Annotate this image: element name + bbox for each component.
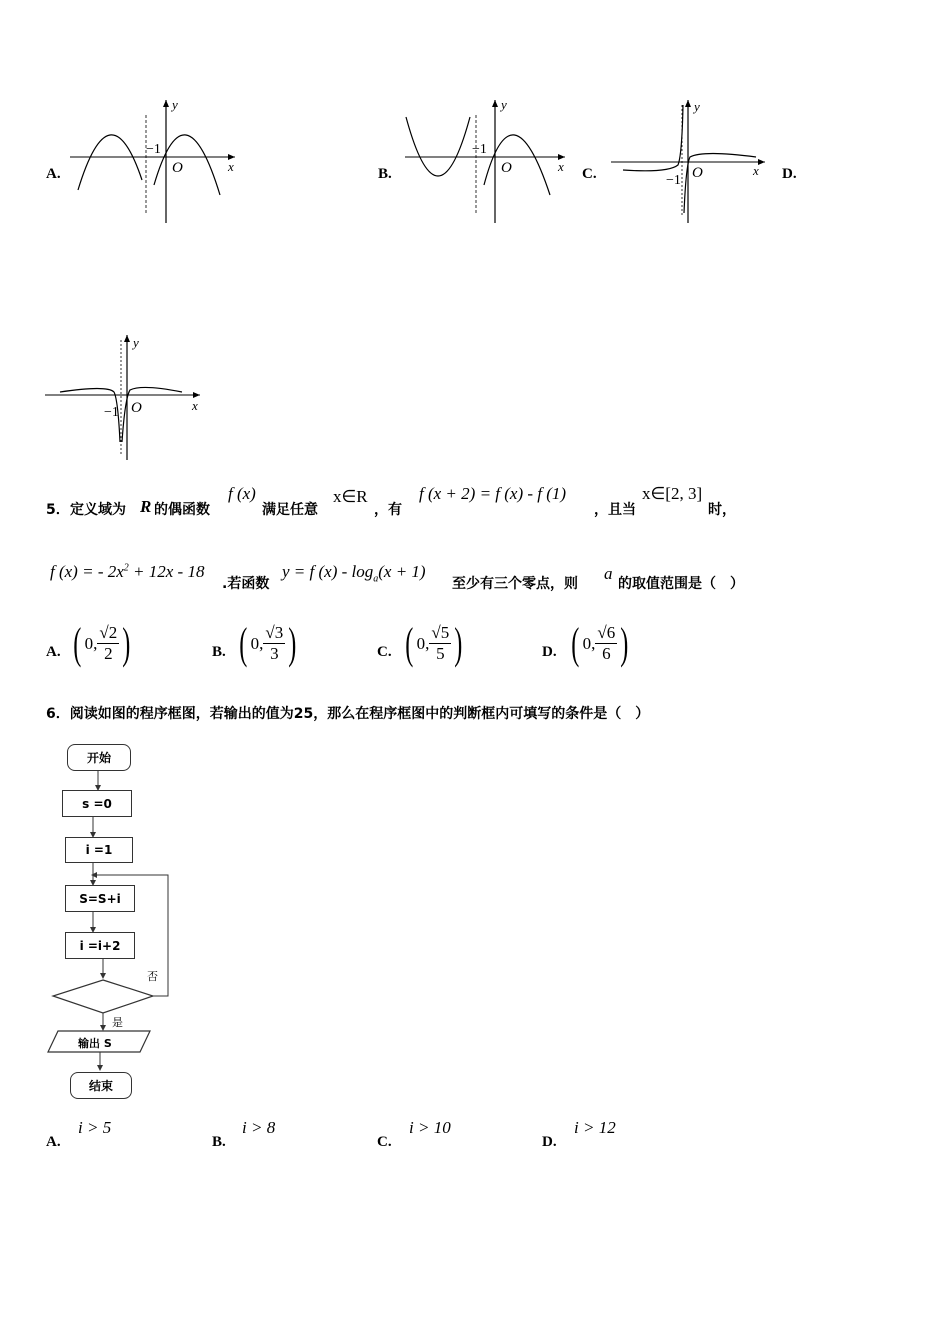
question-text: 时，	[708, 502, 736, 518]
y-label: y	[501, 97, 507, 112]
formula-fx: f (x)	[228, 484, 256, 503]
option-a-text: i > 5	[78, 1118, 112, 1137]
curve-left	[78, 135, 142, 190]
question-text: ，有	[374, 502, 402, 518]
flow-s-update: S=S+i	[65, 885, 135, 912]
formula-functional-equation: f (x + 2) = f (x) - f (1)	[419, 484, 567, 503]
origin-label: O	[692, 165, 703, 181]
option-a-label: A.	[46, 166, 61, 182]
question-text: 满足任意	[262, 502, 318, 518]
formula-interval: x∈[2, 3]	[642, 484, 703, 503]
flow-s-init: s =0	[62, 790, 132, 817]
option-d-interval: ( 0, $\frac{√6}{6}$ )	[571, 619, 629, 668]
question-5-options	[46, 618, 926, 680]
curve-left	[406, 117, 470, 176]
question-5-line-2	[50, 560, 930, 600]
flow-i-update: i =i+2	[65, 932, 135, 959]
x-label: x	[558, 159, 564, 174]
question-6-options	[46, 1118, 746, 1158]
option-label: D.	[542, 1134, 557, 1150]
tick-label: −1	[666, 173, 681, 188]
question-text: 的偶函数	[154, 502, 210, 518]
decision-diamond	[53, 980, 153, 1013]
curve-right	[484, 135, 550, 195]
option-c-interval: ( 0, $\frac{√5}{5}$ )	[405, 619, 463, 668]
graph-option-a	[70, 95, 240, 230]
option-c-label: C.	[582, 166, 597, 182]
option-label: B.	[212, 1134, 226, 1150]
x-label: x	[228, 159, 234, 174]
option-label: C.	[377, 1134, 392, 1150]
tick-label: −1	[104, 405, 119, 420]
origin-label: O	[131, 400, 142, 416]
question-text: 的取值范围是（ ）	[618, 576, 744, 592]
question-text: 至少有三个零点，则	[452, 576, 578, 592]
curve-left	[623, 105, 683, 171]
y-label: y	[694, 99, 700, 114]
option-c-text: i > 10	[409, 1118, 451, 1137]
tick-label: −1	[472, 142, 487, 157]
graph-option-b	[400, 95, 570, 230]
question-text: 定义域为	[70, 502, 126, 518]
graph-option-d	[42, 330, 212, 465]
option-b-text: i > 8	[242, 1118, 276, 1137]
formula-x-in-r: x∈R	[333, 487, 368, 506]
flow-i-init: i =1	[65, 837, 133, 863]
option-b-interval: ( 0, $\frac{√3}{3}$ )	[239, 619, 297, 668]
option-d-text: i > 12	[574, 1118, 616, 1137]
y-label: y	[133, 335, 139, 350]
question-text: .若函数	[222, 576, 270, 592]
option-label: A.	[46, 1134, 61, 1150]
question-text: ，且当	[594, 502, 636, 518]
formula-piece: f (x) = - $2x^2 + 12x - 18$	[50, 562, 205, 581]
flow-no-label: 否	[147, 970, 158, 983]
option-label: A.	[46, 644, 61, 660]
origin-label: O	[501, 160, 512, 176]
option-label: D.	[542, 644, 557, 660]
option-label: C.	[377, 644, 392, 660]
curve-right	[154, 135, 220, 195]
question-5-line-1	[46, 484, 926, 524]
tick-label: −1	[146, 142, 161, 157]
question-number: 5．	[46, 502, 70, 518]
flow-output: 输出 S	[78, 1037, 112, 1050]
set-r: R	[140, 497, 152, 516]
x-label: x	[753, 163, 759, 178]
option-a-interval: ( 0, $\frac{√2}{2}$ )	[73, 619, 131, 668]
variable-a: a	[604, 564, 613, 583]
origin-label: O	[172, 160, 183, 176]
formula-y: y = f $(x) - \log_a(x + 1)$	[282, 562, 426, 585]
option-label: B.	[212, 644, 226, 660]
flow-start: 开始	[67, 744, 131, 771]
flow-end: 结束	[70, 1072, 132, 1099]
flow-yes-label: 是	[112, 1016, 123, 1029]
question-6-text: 6．阅读如图的程序框图，若输出的值为25，那么在程序框图中的判断框内可填写的条件是（ ）	[46, 706, 650, 722]
y-label: y	[172, 97, 178, 112]
option-d-label: D.	[782, 166, 797, 182]
x-label: x	[192, 398, 198, 413]
option-b-label: B.	[378, 166, 392, 182]
graph-option-c	[608, 95, 768, 230]
